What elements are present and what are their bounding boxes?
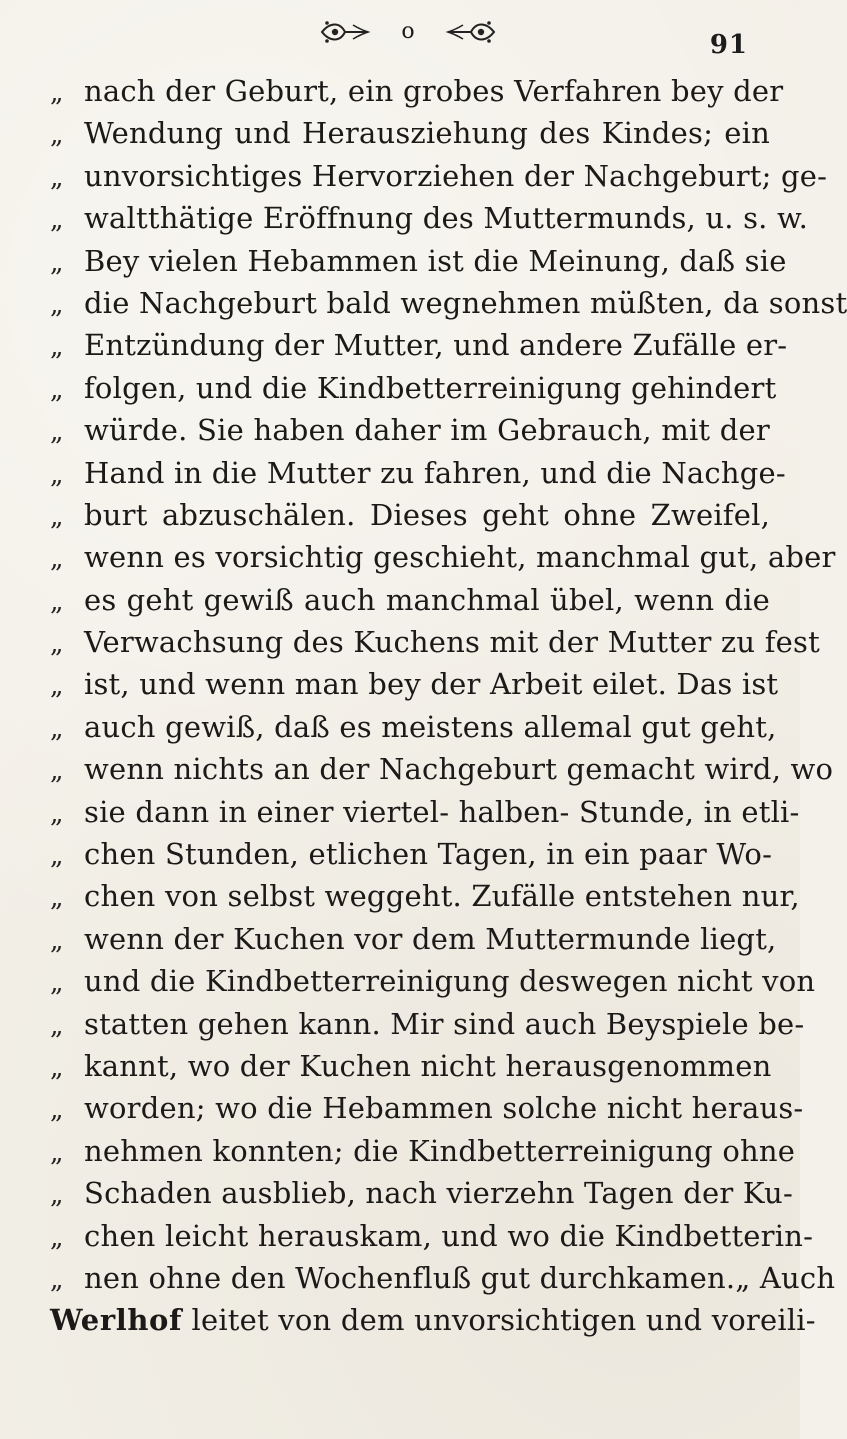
quote-mark: „ xyxy=(50,162,64,193)
text-line xyxy=(50,452,786,494)
quote-mark: „ xyxy=(50,883,64,914)
line-text: nen ohne den Wochenfluß gut durchkamen.„ Auch xyxy=(84,1260,836,1295)
quote-mark: „ xyxy=(50,1052,64,1083)
quote-mark: „ xyxy=(50,586,64,617)
quote-mark: „ xyxy=(50,756,64,787)
quote-mark: „ xyxy=(50,544,64,575)
quote-mark: „ xyxy=(50,1180,64,1211)
text-line xyxy=(50,579,770,621)
line-text: wenn es vorsichtig geschieht, manchmal gut, aber xyxy=(84,540,836,575)
text-line xyxy=(50,1257,836,1299)
text-line xyxy=(50,621,820,663)
text-line xyxy=(50,1299,816,1341)
line-text: chen von selbst weggeht. Zufälle entstehen nur, xyxy=(84,879,800,914)
line-text: waltthätige Eröffnung des Muttermunds, u. s. w. xyxy=(84,201,809,236)
fleuron-left-icon xyxy=(318,15,372,49)
text-line xyxy=(50,1045,770,1087)
line-text: und die Kindbetterreinigung deswegen nicht von xyxy=(84,964,816,999)
text-line xyxy=(50,197,809,239)
line-text: Hand in die Mutter zu fahren, und die Nachge- xyxy=(84,455,786,490)
line-text: Schaden ausblieb, nach vierzehn Tagen der Ku- xyxy=(84,1176,793,1211)
quote-mark: „ xyxy=(50,841,64,872)
quote-mark: „ xyxy=(50,332,64,363)
text-line xyxy=(50,155,828,197)
line-text: ist, und wenn man bey der Arbeit eilet. Das ist xyxy=(84,667,779,702)
text-line xyxy=(50,1003,805,1045)
text-line xyxy=(50,875,800,917)
quote-mark: „ xyxy=(50,374,64,405)
quote-mark: „ xyxy=(50,1137,64,1168)
quote-mark: „ xyxy=(50,205,64,236)
text-line xyxy=(50,70,784,112)
text-line xyxy=(50,1172,793,1214)
line-text xyxy=(50,1299,816,1341)
text-line xyxy=(50,960,816,1002)
text-line xyxy=(50,367,777,409)
text-line xyxy=(50,282,847,324)
line-text: Bey vielen Hebammen ist die Meinung, daß sie xyxy=(84,243,787,278)
quote-mark: „ xyxy=(50,1010,64,1041)
line-text: chen leicht herauskam, und wo die Kindbetterin- xyxy=(84,1218,814,1253)
line-text: nehmen konnten; die Kindbetterreinigung ohne xyxy=(84,1133,796,1168)
text-line xyxy=(50,706,777,748)
fleuron-right-icon xyxy=(444,15,498,49)
quote-mark: „ xyxy=(50,798,64,829)
page-number: 91 xyxy=(709,30,748,60)
line-text: sie dann in einer viertel- halben- Stunde, in etli- xyxy=(84,794,800,829)
quote-mark: „ xyxy=(50,968,64,999)
line-text: Verwachsung des Kuchens mit der Mutter zu fest xyxy=(84,625,820,660)
quote-mark: „ xyxy=(50,1264,64,1295)
line-text: auch gewiß, daß es meistens allemal gut geht, xyxy=(84,709,777,744)
text-lines xyxy=(50,70,847,1342)
quote-mark: „ xyxy=(50,925,64,956)
text-line xyxy=(50,663,779,705)
line-text: worden; wo die Hebammen solche nicht heraus- xyxy=(84,1091,804,1126)
quote-mark: „ xyxy=(50,1095,64,1126)
line-text-rest: leitet von dem unvorsichtigen und voreili- xyxy=(191,1303,816,1338)
line-text: es geht gewiß auch manchmal übel, wenn die xyxy=(84,582,770,617)
text-line xyxy=(50,112,770,154)
quote-mark: „ xyxy=(50,78,64,108)
line-text: nach der Geburt, ein grobes Verfahren bey der xyxy=(84,74,784,108)
line-text: kannt, wo der Kuchen nicht herausgenommen xyxy=(84,1048,772,1083)
text-line xyxy=(50,791,800,833)
text-line xyxy=(50,240,787,282)
emphasized-name: Werlhof xyxy=(50,1303,183,1338)
text-block xyxy=(50,70,847,1342)
line-text: wenn der Kuchen vor dem Muttermunde liegt, xyxy=(84,921,777,956)
header-ornament xyxy=(318,12,498,52)
quote-mark: „ xyxy=(50,1222,64,1253)
quote-mark: „ xyxy=(50,713,64,744)
text-line xyxy=(50,494,770,536)
quote-mark: „ xyxy=(50,459,64,490)
line-text: chen Stunden, etlichen Tagen, in ein paar Wo- xyxy=(84,837,773,872)
line-text: würde. Sie haben daher im Gebrauch, mit der xyxy=(84,413,770,448)
line-text: Wendung und Herausziehung des Kindes; ein xyxy=(84,116,770,151)
line-text: Entzündung der Mutter, und andere Zufälle er- xyxy=(84,328,788,363)
page-header xyxy=(0,12,800,72)
text-line xyxy=(50,409,770,451)
quote-mark: „ xyxy=(50,671,64,702)
ornament-center: o xyxy=(401,19,415,44)
quote-mark: „ xyxy=(50,247,64,278)
text-line xyxy=(50,918,777,960)
text-line xyxy=(50,1215,814,1257)
line-text: die Nachgeburt bald wegnehmen müßten, da sonst xyxy=(84,285,847,320)
text-line xyxy=(50,833,773,875)
line-text: statten gehen kann. Mir sind auch Beyspiele be- xyxy=(84,1006,805,1041)
quote-mark: „ xyxy=(50,289,64,320)
quote-mark: „ xyxy=(50,501,64,532)
line-text: unvorsichtiges Hervorziehen der Nachgeburt; ge- xyxy=(84,158,828,193)
line-text: burt abzuschälen. Dieses geht ohne Zweifel, xyxy=(84,497,770,532)
line-text: folgen, und die Kindbetterreinigung gehindert xyxy=(84,370,777,405)
text-line xyxy=(50,536,836,578)
quote-mark: „ xyxy=(50,629,64,660)
line-text: wenn nichts an der Nachgeburt gemacht wird, wo xyxy=(84,752,834,787)
text-line xyxy=(50,748,834,790)
quote-mark: „ xyxy=(50,417,64,448)
quote-mark: „ xyxy=(50,120,64,151)
text-line xyxy=(50,324,788,366)
text-line xyxy=(50,1087,804,1129)
text-line xyxy=(50,1130,796,1172)
